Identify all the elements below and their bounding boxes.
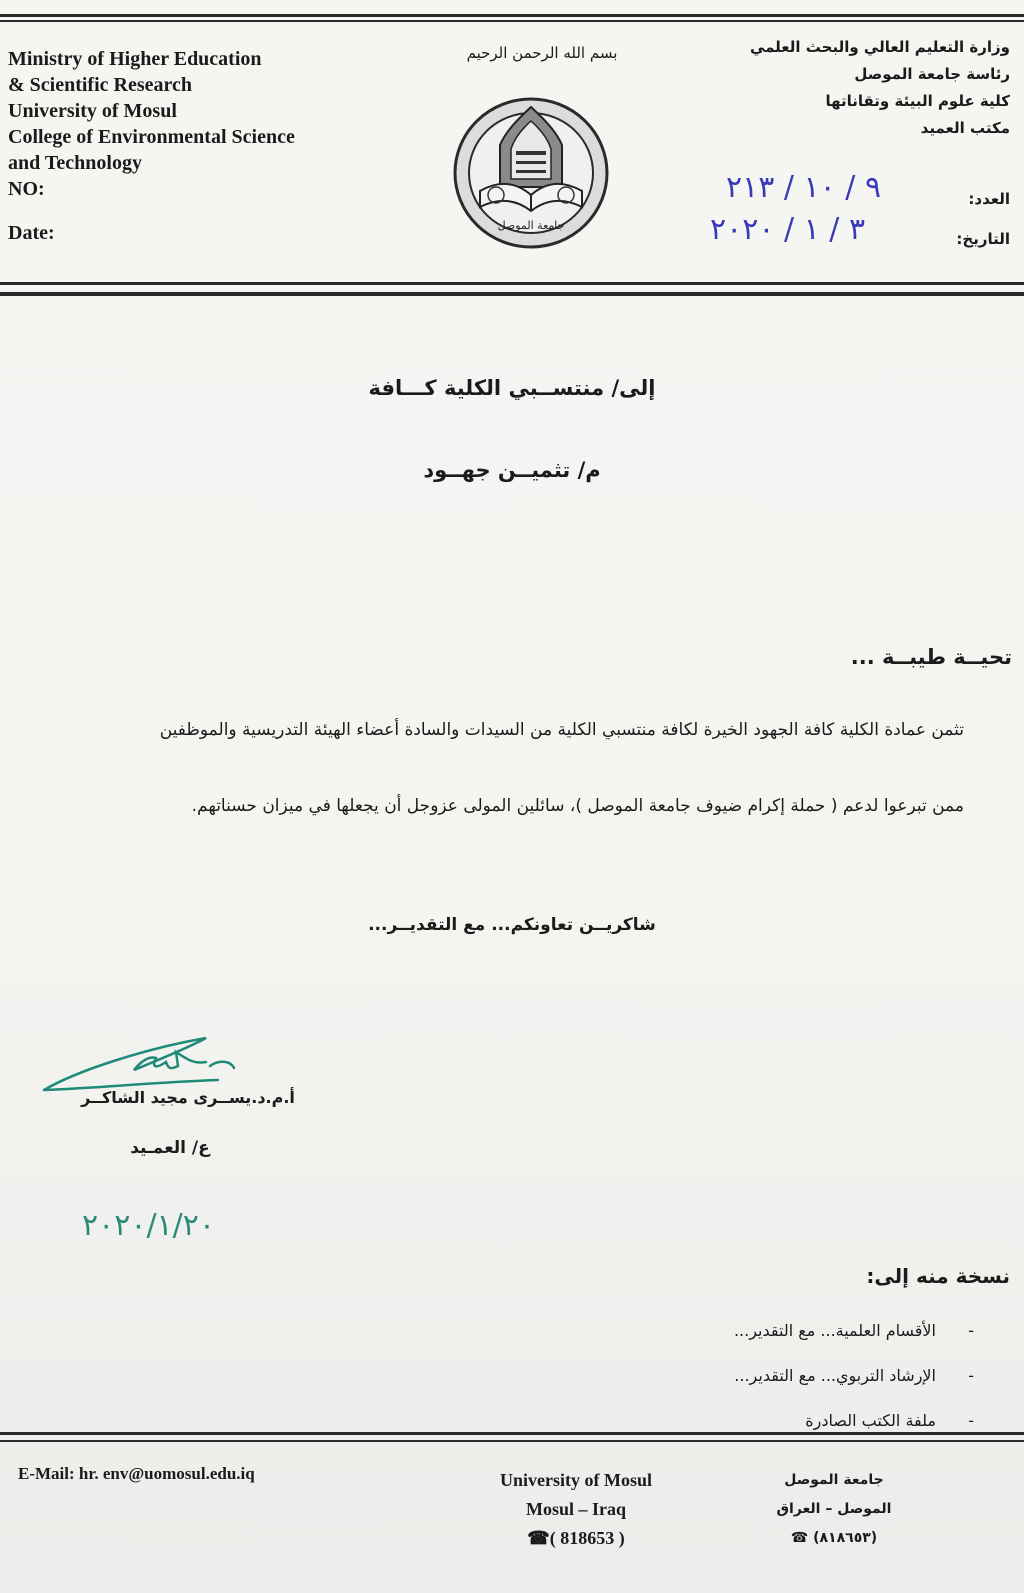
handwritten-date-header: ٣ / ١ / ٢٠٢٠ <box>710 212 866 247</box>
body-line: ممن تبرعوا لدعم ( حملة إكرام ضيوف جامعة الموصل )، سائلين المولى عزوجل أن يجعلها في ميزان حسناتهم. <box>191 796 964 816</box>
header-line-ar: وزارة التعليم العالي والبحث العلمي <box>749 38 1010 56</box>
footer-email: E-Mail: hr. env@uomosul.edu.iq <box>18 1464 255 1483</box>
header-line: Ministry of Higher Education <box>8 48 262 70</box>
date-label: Date: <box>8 222 55 244</box>
seal-text: جامعة الموصل <box>497 219 565 232</box>
signer-name: أ.م.د.يســرى مجيد الشاكــر <box>81 1088 295 1107</box>
list-item: - الإرشاد التربوي... مع التقدير... <box>574 1353 974 1398</box>
footer-phone: ☎( 818653 ) <box>527 1528 625 1548</box>
basmala: بسم الله الرحمن الرحيم <box>466 44 618 62</box>
greeting: تحيــة طيبــة ... <box>850 645 1012 669</box>
footer-phone-ar: (٨١٨٦٥٣) ☎ <box>790 1530 878 1546</box>
top-border <box>0 14 1024 24</box>
footer-address <box>466 1466 686 1553</box>
letter-body <box>14 692 964 844</box>
footer-divider <box>0 1432 1024 1448</box>
header-line-ar: مكتب العميد <box>920 119 1010 137</box>
closing-line: شاكريــن تعاونكم... مع التقديــر... <box>368 915 656 935</box>
header-divider <box>0 282 1024 302</box>
copies-title: نسخة منه إلى: <box>866 1264 1010 1288</box>
handwritten-date: ٢٠٢٠/١/٢٠ <box>82 1208 216 1243</box>
english-header <box>8 46 368 202</box>
list-item: - الأقسام العلمية... مع التقدير... <box>574 1308 974 1353</box>
header-line: and Technology <box>8 152 142 174</box>
handwritten-number: ٩ / ١٠ / ٢١٣ <box>726 170 882 205</box>
recipient-line: إلى/ منتســبي الكلية كـــافة <box>368 376 656 400</box>
copies-list <box>574 1308 974 1443</box>
header-line: College of Environmental Science <box>8 126 295 148</box>
subject-line: م/ تثميــن جهــود <box>423 458 601 482</box>
footer-city: Mosul – Iraq <box>525 1499 626 1519</box>
arabic-header <box>710 34 1010 142</box>
header-line-ar: رئاسة جامعة الموصل <box>854 65 1010 83</box>
signer-title: ع/ العمـيد <box>130 1138 210 1158</box>
number-label-ar: العدد: <box>968 190 1010 208</box>
date-label-ar: التاريخ: <box>956 230 1010 248</box>
footer-address-ar <box>734 1466 934 1553</box>
number-label: NO: <box>8 178 45 200</box>
list-item: - ملفة الكتب الصادرة <box>574 1398 974 1443</box>
header-line-ar: كلية علوم البيئة وتقاناتها <box>825 92 1010 110</box>
header-line: University of Mosul <box>8 100 177 122</box>
header-line: & Scientific Research <box>8 74 193 96</box>
body-line: تثمن عمادة الكلية كافة الجهود الخيرة لكافة منتسبي الكلية من السيدات والسادة أعضاء الهيئة التدريسية والموظفين <box>159 720 964 740</box>
footer-city-ar: الموصل – العراق <box>776 1501 892 1517</box>
footer-university: University of Mosul <box>500 1470 652 1490</box>
footer-university-ar: جامعة الموصل <box>784 1472 884 1488</box>
university-seal-icon <box>452 95 610 251</box>
